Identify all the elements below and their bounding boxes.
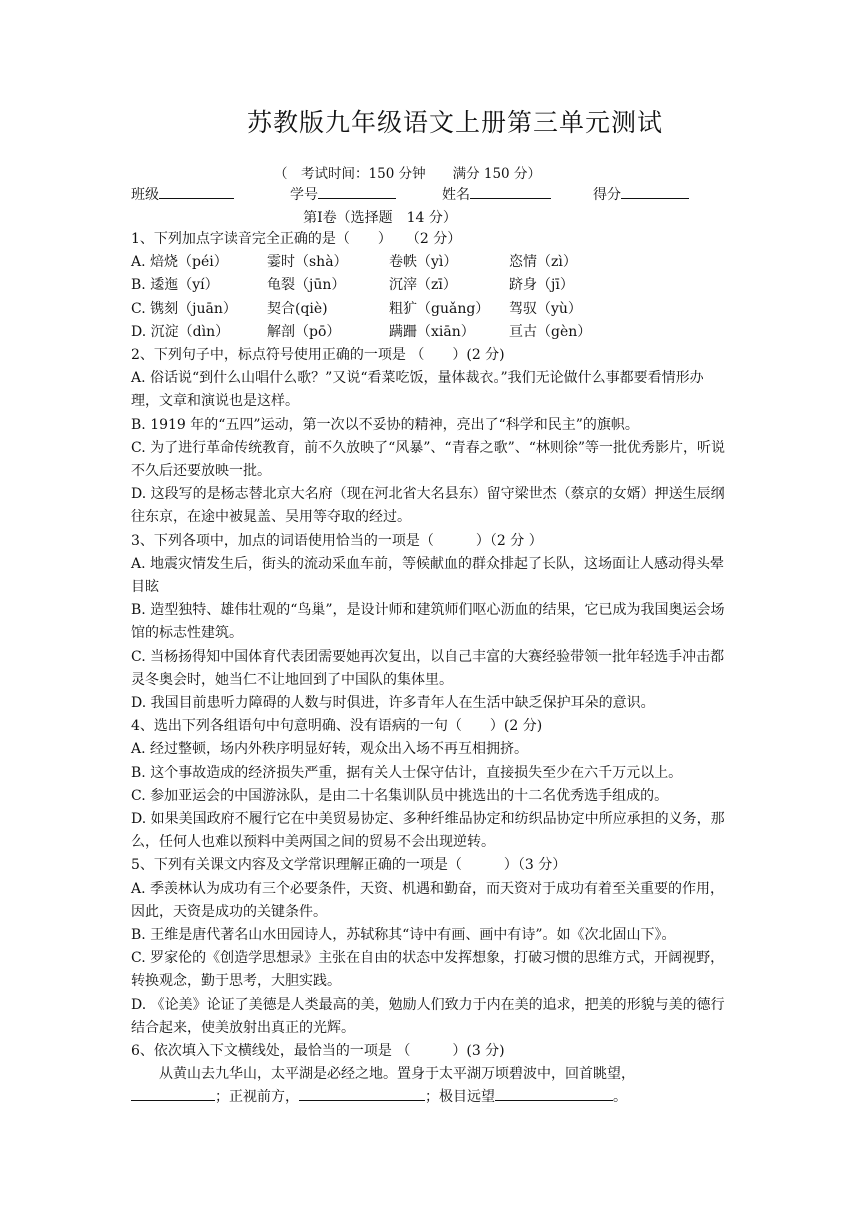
student-info-line bbox=[131, 184, 731, 206]
q2-option-c: C. 为了进行革命传统教育，前不久放映了“风暴”、“青春之歌”、“林则徐”等一批优秀影片，听说不久后还要放映一批。 bbox=[131, 439, 726, 479]
student-number-label: 学号 bbox=[290, 187, 318, 203]
q1-c-4: 驾驭（yù） bbox=[509, 300, 582, 317]
q6-stem: 6、依次填入下文横线处，最恰当的一项是 （ ）(3 分) bbox=[131, 1042, 505, 1059]
q4-option-d: D. 如果美国政府不履行它在中美贸易协定、多种纤维品协定和纺织品协定中所应承担的义务，那么，任何人也难以预料中美两国之间的贸易不会出现逆转。 bbox=[131, 810, 725, 851]
q1-d-1: D. 沉淀（dìn） bbox=[131, 323, 230, 340]
q1-b-1: B. 逶迤（yí） bbox=[131, 277, 219, 294]
score-field bbox=[593, 184, 689, 204]
q6-blank-3[interactable] bbox=[495, 1086, 613, 1101]
q6-passage-part-b: ；极目远望 bbox=[425, 1089, 495, 1106]
q5-option-b: B. 王维是唐代著名山水田园诗人，苏轼称其“诗中有画、画中有诗”。如《次北固山下》。 bbox=[131, 926, 676, 943]
q1-c-1: C. 镌刻（juān） bbox=[131, 300, 237, 317]
q1-d-4: 亘古（gèn） bbox=[509, 323, 592, 340]
q1-b-4: 跻身（jī） bbox=[509, 277, 574, 294]
section-heading: 第Ⅰ卷（选择题 14 分） bbox=[303, 210, 457, 226]
q1-c-3: 粗犷（guǎng） bbox=[389, 300, 490, 317]
q2-option-a: A. 俗话说“到什么山唱什么歌？”又说“看菜吃饭，量体裁衣。”我们无论做什么事都要看情形办理，文章和演说也是这样。 bbox=[131, 370, 704, 410]
q4-option-b: B. 这个事故造成的经济损失严重，据有关人士保守估计，直接损失至少在六千万元以上。 bbox=[131, 764, 683, 781]
q2-stem: 2、下列句子中，标点符号使用正确的一项是 （ ）(2 分) bbox=[131, 346, 505, 363]
q3-option-c: C. 当杨扬得知中国体育代表团需要她再次复出，以自己丰富的大赛经验带领一批年轻选手冲击都灵冬奥会时，她当仁不让地回到了中国队的集体里。 bbox=[131, 648, 725, 688]
q1-c-2: 契合(qiè) bbox=[267, 300, 328, 317]
class-blank[interactable] bbox=[159, 184, 234, 199]
student-number-blank[interactable] bbox=[318, 184, 396, 199]
q5-option-a: A. 季羡林认为成功有三个必要条件，天资、机遇和勤奋，而天资对于成功有着至关重要的作用，因此，天资是成功的关键条件。 bbox=[131, 880, 725, 920]
q4-option-c: C. 参加亚运会的中国游泳队，是由二十名集训队员中挑选出的十二名优秀选手组成的。 bbox=[131, 787, 669, 804]
q6-passage-part-a: ；正视前方， bbox=[215, 1089, 299, 1106]
class-label: 班级 bbox=[131, 187, 159, 203]
name-field bbox=[442, 184, 551, 204]
q1-b-2: 龟裂（jūn） bbox=[267, 277, 346, 294]
question-body bbox=[131, 228, 731, 1110]
q1-option-d bbox=[131, 321, 731, 344]
q6-passage-part-c: 。 bbox=[613, 1089, 627, 1106]
q3-option-d: D. 我国目前患听力障碍的人数与时俱进，许多青年人在生活中缺乏保护耳朵的意识。 bbox=[131, 694, 655, 711]
q1-stem: 1、下列加点字读音完全正确的是（ ） （2 分） bbox=[131, 231, 462, 247]
q4-stem: 4、选出下列各组语句中句意明确、没有语病的一句（ ）(2 分) bbox=[131, 718, 543, 735]
q5-option-c: C. 罗家伦的《创造学思想录》主张在自由的状态中发挥想象，打破习惯的思维方式，开阔视野，转换观念，勤于思考，大胆实践。 bbox=[131, 950, 725, 990]
q3-option-a: A. 地震灾情发生后，街头的流动采血车前，等候献血的群众排起了长队，这场面让人感动得头晕目眩 bbox=[131, 555, 725, 595]
q4-option-a: A. 经过整顿，场内外秩序明显好转，观众出入场不再互相拥挤。 bbox=[131, 741, 529, 758]
score-label: 得分 bbox=[593, 187, 621, 203]
q3-stem: 3、下列各项中，加点的词语使用恰当的一项是（ ）（2 分 ） bbox=[131, 532, 543, 549]
name-blank[interactable] bbox=[470, 184, 551, 199]
q1-a-2: 霎时（shà） bbox=[267, 254, 348, 271]
name-label: 姓名 bbox=[442, 187, 470, 203]
exam-time-info: （ 考试时间：150 分钟 满分 150 分） bbox=[274, 166, 541, 182]
q1-d-2: 解剖（pō） bbox=[267, 323, 341, 340]
q1-b-3: 沉滓（zī） bbox=[389, 277, 457, 294]
q6-blank-2[interactable] bbox=[299, 1086, 425, 1101]
q1-a-1: A. 焙烧（péi） bbox=[131, 254, 228, 271]
q1-option-b bbox=[131, 274, 731, 297]
q1-a-3: 卷帙（yì） bbox=[389, 254, 458, 271]
page-title: 苏教版九年级语文上册第三单元测试 bbox=[246, 108, 663, 137]
q2-option-b: B. 1919 年的“五四”运动，第一次以不妥协的精神，亮出了“科学和民主”的旗帜。 bbox=[131, 416, 639, 433]
q6-passage-line-1: 从黄山去九华山，太平湖是必经之地。置身于太平湖万顷碧波中，回首眺望， bbox=[159, 1066, 635, 1083]
q5-option-d: D. 《论美》论证了美德是人类最高的美，勉励人们致力于内在美的追求，把美的形貌与美的德行结合起来，使美放射出真正的光辉。 bbox=[131, 996, 725, 1036]
q3-option-b: B. 造型独特、雄伟壮观的“鸟巢”，是设计师和建筑师们呕心沥血的结果，它已成为我国奥运会场馆的标志性建筑。 bbox=[131, 602, 725, 642]
q1-d-3: 蹒跚（xiān） bbox=[389, 323, 475, 340]
score-blank[interactable] bbox=[621, 184, 689, 199]
q5-stem: 5、下列有关课文内容及文学常识理解正确的一项是（ ）（3 分） bbox=[131, 857, 567, 874]
student-number-field bbox=[290, 184, 396, 204]
class-field bbox=[131, 184, 234, 204]
q6-passage-line-2 bbox=[131, 1086, 731, 1109]
q1-option-a bbox=[131, 251, 731, 274]
q1-option-c bbox=[131, 298, 731, 321]
q2-option-d: D. 这段写的是杨志替北京大名府（现在河北省大名县东）留守梁世杰（蔡京的女婿）押送生辰纲往东京，在途中被晁盖、吴用等夺取的经过。 bbox=[131, 486, 725, 526]
q1-a-4: 恣情（zì） bbox=[509, 254, 577, 271]
q6-blank-1[interactable] bbox=[131, 1086, 215, 1101]
